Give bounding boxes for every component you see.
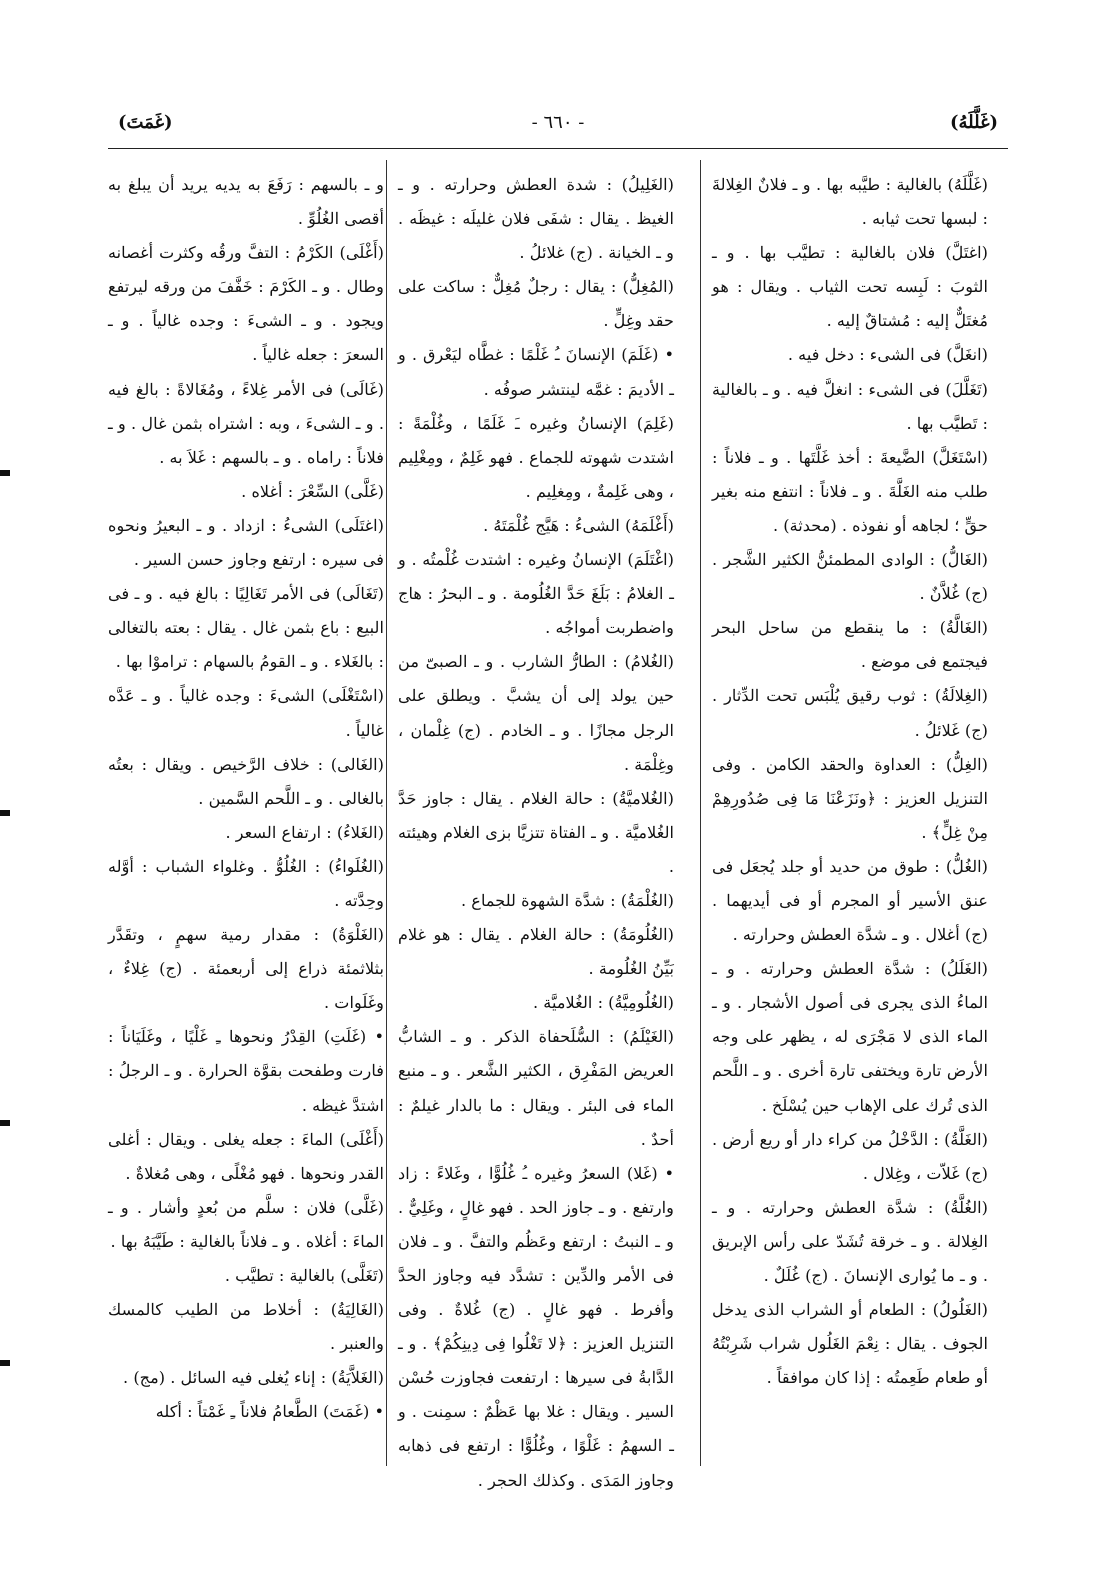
dictionary-entry: (الغَالى) : خلاف الرَّخيص . ويقال : بعتُه بالغالى . و ـ اللَّحم السَّمين . (108, 754, 384, 808)
edge-mark (0, 810, 10, 816)
column-divider-right (700, 160, 701, 1466)
dictionary-entry: (الغَلُولُ) : الطعام أو الشراب الذى يدخل الجوف . يقال : نِعْمَ الغَلُول شراب شَرِبْتُهُ أو طعام طَعِمتُه : إذا كان موافقاً . (712, 1300, 988, 1388)
dictionary-entry: (الغُلاميَّةُ) : حالة الغلام . يقال : جاوز حَدَّ الغُلاميَّة . و ـ الفتاة تتزيَّا بزى الغلام وهيئته . (398, 788, 674, 876)
edge-mark (0, 1360, 10, 1366)
dictionary-entry: (أَغْلَمَهُ) الشىءُ : هَيَّج غُلْمَتَهُ . (483, 515, 674, 535)
dictionary-entry: (غَالَى) فى الأمر غِلاءً ، ومُغَالاةً : بالغ فيه . و ـ الشىءَ ، وبه : اشتراه بثمن غال . و ـ فلاناً : راماه . و ـ بالسهم : غَلاَ به . (108, 379, 384, 467)
dictionary-entry: (تَغَلَّى) بالغالية : تطيَّب . (224, 1266, 384, 1285)
dictionary-entry: (تَغَلَّلَ) فى الشىء : انغلَّ فيه . و ـ بالغالية : تَطيَّب بها . (712, 379, 988, 433)
dictionary-entry: • (غَلَمَ) الإنسانَ ـُ غَلْمًا : غطَّاه ليَعْرق . و ـ الأديمَ : غمَّه لينتشر صوفُه . (398, 345, 674, 399)
edge-mark (0, 470, 10, 476)
dictionary-entry: (الغَلَّةُ) : الدَّخْلُ من كراء دار أو ريع أرض . (ج) غَلاّت ، وغِلال . (712, 1129, 988, 1183)
dictionary-entry: • (غَمَتَ) الطَّعامُ فلاناً ـِ غَمْتاً : أكله (155, 1402, 384, 1422)
dictionary-entry: (الغَلَلُ) : شدَّة العطش وحرارته . و ـ الماءُ الذى يجرى فى أصول الأشجار . و ـ الماء الذى لا مَجْرَى له ، يظهر على وجه الأرض تارة ويختفى تارة أخرى . و ـ اللَّحم الذى تُرك على الإهاب حين يُسْلَخ . (712, 959, 988, 1115)
dictionary-entry: (الغُلُّ) : طوق من حديد أو جلد يُجعَل فى عنق الأسير أو المجرم أو فى أيديهما . (ج) أغلال . و ـ شدَّة العطش وحرارته . (712, 856, 988, 945)
dictionary-entry: (المُغِلُّ) : يقال : رجلٌ مُغِلٌّ : ساكت على حقد وغِلٍّ . (398, 277, 674, 331)
dictionary-entry: • (غَلَتِ) القِدْرُ ونحوها ـِ غَلْيًا ، وغَلَيَاناً : فارت وطفحت بقوَّة الحرارة . و ـ الرجلُ : اشتدَّ غيظه . (108, 1027, 384, 1115)
page-number: - ٦٦٠ - (531, 112, 585, 133)
dictionary-entry: (الغَلاَّيَةُ) : إناء يُغلى فيه السائل . (مج) . (123, 1368, 384, 1388)
dictionary-entry: (غَلَّلَهُ) بالغالية : طيَّبه بها . و ـ فلانٌ الغِلالةَ : لبسها تحت ثيابه . (712, 175, 988, 229)
dictionary-entry: (اسْتَغْلَى) الشىءَ : وجده غالياً . و ـ عَدَّه غالياً . (108, 686, 384, 740)
edge-mark (0, 1120, 10, 1126)
dictionary-entry: • (غَلا) السعرُ وغيره ـُ غُلُوًّا ، وغَلاءً : زاد وارتفع . و ـ جاوز الحد . فهو غالٍ ، وغَلِيٌّ . و ـ النبتُ : ارتفع وعَظُم والتفَّ . و ـ فلان فى الأمر والدِّين : تشدَّد فيه وجاوز الحدَّ وأفرط . فهو غالٍ . (ج) غُلاةٌ . وفى التنزيل العزيز : ﴿لا تَغْلُوا فِى دِينِكُمْ﴾ . و ـ الدَّابةُ فى سيرها : ارتفعت فجاوزت حُسْن السير . ويقال : غلا بها عَظْمٌ : سمِنت . و ـ السهمُ : غَلْوًا ، وغُلُوًّا : ارتفع فى ذهابه وجاوز المَدَى . وكذلك الحجر . (398, 1163, 674, 1490)
dictionary-entry: (الغُلامُ) : الطارُّ الشارب . و ـ الصبىّ من حين يولد إلى أن يشبَّ . ويطلق على الرجل مجازًا . و ـ الخادم . (ج) غِلْمان ، وغِلْمَة . (398, 652, 674, 774)
header-rule (108, 148, 1008, 149)
column-middle (398, 168, 674, 1490)
dictionary-entry: (الغَلاءُ) : ارتفاع السعر . (225, 822, 384, 842)
dictionary-entry: (أَغْلَى) الكَرْمُ : التفَّ ورقُه وكثرت أغصانه وطال . و ـ الكَرْمَ : خَفَّفَ من ورقه ليرتفع ويجود . و ـ الشىءَ : وجده غالياً . و ـ السعرَ : جعله غالياً . (108, 243, 384, 365)
column-right (712, 168, 988, 1458)
dictionary-entry: (تَغَالَى) فى الأمر تَغَالِيًا : بالغ فيه . و ـ فى البيع : باع بثمن غال . يقال : بعته بالتغالى : بالغَلاء . و ـ القومُ بالسهام : تراموْا بها . (108, 584, 384, 672)
dictionary-entry: (اغْتَلَمَ) الإنسانُ وغيره : اشتدت غُلْمتُه . و ـ الغلامُ : بَلَغَ حَدَّ الغُلُومة . و ـ البحرُ : هاج واضطربت أمواجُه . (398, 550, 674, 638)
dictionary-entry: (الغَلِيلُ) : شدة العطش وحرارته . و ـ الغيظ . يقال : شفَى فلان غليلَه : غيظَه . و ـ الخيانة . (ج) غلائلُ . (398, 175, 674, 263)
dictionary-entry: (الغَلْوَةُ) : مقدار رمية سهمٍ ، وتقَدَّر بثلاثمئة ذراع إلى أربعمئة . (ج) غِلاءٌ ، وغَلَوات . (108, 925, 384, 1013)
dictionary-entry: (اسْتَغَلَّ) الضَّيعةَ : أخذ غَلَّتَها . و ـ فلاناً : طلب منه الغَلَّةَ . و ـ فلاناً : انتفع منه بغير حقٍّ ؛ لجاهه أو نفوذه . (محدثة) . (712, 447, 988, 535)
dictionary-entry: (الغُلَّةُ) : شدَّة العطش وحرارته . و ـ الغِلالة . و ـ خرقة تُشَدّ على رأس الإبريق . و ـ ما يُوارى الإنسانَ . (ج) غُلَلٌ . (712, 1197, 988, 1285)
dictionary-entry: (الغَالِيَةُ) : أخلاط من الطيب كالمسك والعنبر . (108, 1300, 384, 1354)
dictionary-entry: (اغتَلَّ) فلان بالغالية : تطيَّب بها . و ـ الثوبَ : لَبِسه تحت الثياب . ويقال : هو مُغتَلٌّ إليه : مُشتاقٌ إليه . (712, 243, 988, 331)
dictionary-entry: (الغُلُومِيَّةُ) : الغُلاميَّة . (533, 993, 674, 1013)
dictionary-entry: (الغَالُّ) : الوادى المطمئنُّ الكثير الشَّجر . (ج) غُلاَّنٌ . (712, 550, 988, 604)
dictionary-entry: و ـ بالسهم : رَفَعَ به يديه يريد أن يبلغ به أقصى الغُلُوِّ . (108, 175, 384, 229)
dictionary-entry: (الغُلْمَةُ) : شدَّة الشهوة للجماع . (461, 890, 674, 910)
header-first-entry: (غَلَّلَهُ) (949, 112, 998, 133)
dictionary-entry: (انغَلَّ) فى الشىء : دخل فيه . (787, 345, 988, 365)
dictionary-entry: (الغِلالَةُ) : ثوب رقيق يُلْبَس تحت الدِّثار . (ج) غَلائلُ . (712, 686, 988, 740)
column-divider-left (386, 160, 387, 1466)
dictionary-entry: (غَلَّى) السِّعْرَ : أغلاه . (241, 481, 384, 501)
header-last-entry: (غَمَتَ) (118, 112, 173, 133)
dictionary-entry: (غَلِمَ) الإنسانُ وغيره ـَ غَلَمًا ، وغُلْمَةً : اشتدت شهوته للجماع . فهو غَلِمٌ ، ومِغْلِيم ، وهى غَلِمةٌ ، ومِغلِيم . (398, 413, 674, 501)
dictionary-entry: (الغَيْلَمُ) : السُّلَحفاة الذكر . و ـ الشابُّ العريض المَفْرِق ، الكثير الشَّعر . و ـ منبع الماء فى البئر . ويقال : ما بالدار غيلمٌ : أحدٌ . (398, 1027, 674, 1149)
dictionary-entry: (الغِلُّ) : العداوة والحقد الكامن . وفى التنزيل العزيز : ﴿ونَزَعْنَا مَا فِى صُدُورِهِمْ مِنْ غِلٍّ﴾ . (712, 754, 988, 842)
dictionary-entry: (اغتَلَى) الشىءُ : ازداد . و ـ البعيرُ ونحوه فى سيره : ارتفع وجاوز حسن السير . (108, 515, 384, 570)
column-left (108, 168, 384, 1458)
dictionary-entry: (الغُلُومَةُ) : حالة الغلام . يقال : هو غلام بَيِّنُ الغُلُومة . (398, 925, 674, 979)
dictionary-entry: (أَغْلَى) الماءَ : جعله يغلى . ويقال : أغلى القدر ونحوها . فهو مُغْلًى ، وهى مُغلاةٌ . (108, 1129, 384, 1183)
dictionary-entry: (الغَالَّةُ) : ما ينقطع من ساحل البحر فيجتمع فى موضع . (712, 618, 988, 672)
running-head (118, 112, 998, 142)
dictionary-entry: (الغُلَواءُ) : الغُلُوُّ . وغلواء الشباب : أوَّله وحِدَّته . (108, 856, 384, 910)
dictionary-entry: (غَلَّى) فلان : سلَّم من بُعدٍ وأشار . و ـ الماءَ : أغلاه . و ـ فلاناً بالغالية : طَيَّبَهُ بها . (108, 1197, 384, 1251)
